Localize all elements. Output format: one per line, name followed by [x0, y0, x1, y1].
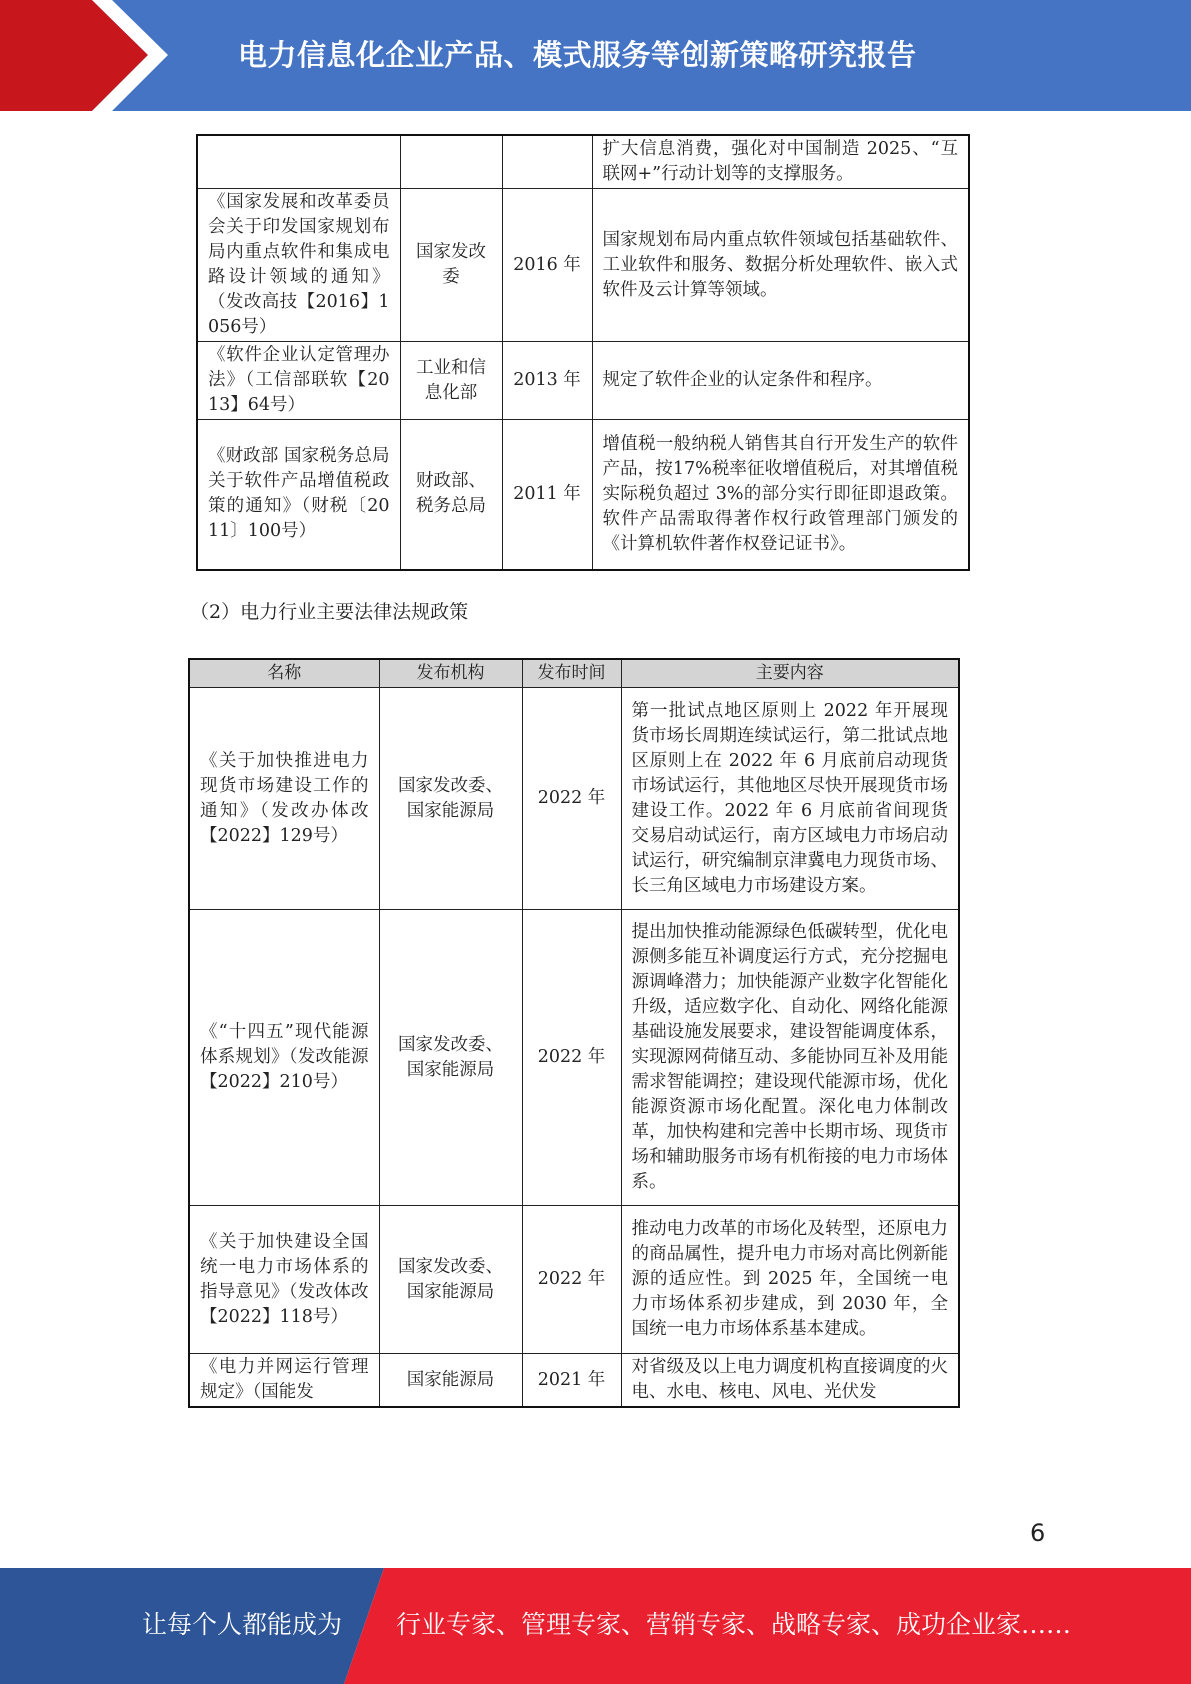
column-header-name: 名称	[189, 659, 379, 688]
cell-policy-name: 《财政部 国家税务总局关于软件产品增值税政策的通知》（财税〔2011〕100号）	[197, 420, 400, 570]
cell-agency: 国家发改委、国家能源局	[379, 688, 522, 910]
cell-agency: 国家发改委、国家能源局	[379, 910, 522, 1206]
cell-policy-name: 《“十四五”现代能源体系规划》（发改能源【2022】210号）	[189, 910, 379, 1206]
cell-policy-name: 《国家发展和改革委员会关于印发国家规划布局内重点软件和集成电路设计领域的通知》（发改高技【2016】1056号）	[197, 189, 400, 342]
table-row	[189, 910, 959, 1206]
cell-content: 规定了软件企业的认定条件和程序。	[592, 342, 969, 420]
cell-agency: 国家能源局	[379, 1354, 522, 1408]
cell-year: 2022 年	[522, 910, 621, 1206]
power-policy-table	[188, 658, 960, 1408]
cell-agency	[400, 135, 502, 189]
software-policy-table	[196, 134, 970, 571]
cell-agency: 财政部、税务总局	[400, 420, 502, 570]
cell-year: 2022 年	[522, 1206, 621, 1354]
cell-content: 对省级及以上电力调度机构直接调度的火电、水电、核电、风电、光伏发	[621, 1354, 959, 1408]
cell-policy-name	[197, 135, 400, 189]
table-row	[189, 1206, 959, 1354]
page-number: 6	[1030, 1519, 1046, 1547]
column-header-content: 主要内容	[621, 659, 959, 688]
cell-content: 扩大信息消费，强化对中国制造 2025、“互联网+”行动计划等的支撑服务。	[592, 135, 969, 189]
cell-content: 增值税一般纳税人销售其自行开发生产的软件产品，按17%税率征收增值税后，对其增值税实际税负超过 3%的部分实行即征即退政策。软件产品需取得著作权行政管理部门颁发的《计算机软件著作权登记证书》。	[592, 420, 969, 570]
table-row	[189, 688, 959, 910]
cell-policy-name: 《关于加快推进电力现货市场建设工作的通知》（发改办体改【2022】129号）	[189, 688, 379, 910]
table-row	[197, 189, 969, 342]
cell-content: 提出加快推动能源绿色低碳转型，优化电源侧多能互补调度运行方式，充分挖掘电源调峰潜力；加快能源产业数字化智能化升级，适应数字化、自动化、网络化能源基础设施发展要求，建设智能调度体系，实现源网荷储互动、多能协同互补及用能需求智能调控；建设现代能源市场，优化能源资源市场化配置。深化电力体制改革，加快构建和完善中长期市场、现货市场和辅助服务市场有机衔接的电力市场体系。	[621, 910, 959, 1206]
cell-agency: 工业和信息化部	[400, 342, 502, 420]
table-row	[197, 420, 969, 570]
cell-content: 第一批试点地区原则上 2022 年开展现货市场长周期连续试运行，第二批试点地区原则上在 2022 年 6 月底前启动现货市场试运行，其他地区尽快开展现货市场建设工作。2022 年 6 月底前省间现货交易启动试运行，南方区域电力市场启动试运行，研究编制京津冀电力现货市场、长三角区域电力市场建设方案。	[621, 688, 959, 910]
cell-year: 2013 年	[502, 342, 592, 420]
cell-year: 2011 年	[502, 420, 592, 570]
table-row	[197, 342, 969, 420]
cell-agency: 国家发改委	[400, 189, 502, 342]
footer-slogan-right: 行业专家、管理专家、营销专家、战略专家、成功企业家……	[396, 1610, 1072, 1639]
cell-policy-name: 《软件企业认定管理办法》（工信部联软【2013】64号）	[197, 342, 400, 420]
table-row	[197, 135, 969, 189]
section-heading: （2）电力行业主要法律法规政策	[190, 601, 469, 623]
cell-year: 2022 年	[522, 688, 621, 910]
page-footer	[0, 1568, 1191, 1684]
table-row	[189, 1354, 959, 1408]
column-header-year: 发布时间	[522, 659, 621, 688]
cell-agency: 国家发改委、国家能源局	[379, 1206, 522, 1354]
page-header	[0, 0, 1191, 111]
footer-slogan-left: 让每个人都能成为	[142, 1610, 343, 1639]
document-title: 电力信息化企业产品、模式服务等创新策略研究报告	[238, 38, 917, 72]
cell-content: 国家规划布局内重点软件领域包括基础软件、工业软件和服务、数据分析处理软件、嵌入式软件及云计算等领域。	[592, 189, 969, 342]
cell-policy-name: 《电力并网运行管理规定》（国能发	[189, 1354, 379, 1408]
cell-year	[502, 135, 592, 189]
table-header-row	[189, 659, 959, 688]
cell-policy-name: 《关于加快建设全国统一电力市场体系的指导意见》（发改体改【2022】118号）	[189, 1206, 379, 1354]
cell-content: 推动电力改革的市场化及转型，还原电力的商品属性，提升电力市场对高比例新能源的适应性。到 2025 年，全国统一电力市场体系初步建成，到 2030 年，全国统一电力市场体系基本建成。	[621, 1206, 959, 1354]
cell-year: 2021 年	[522, 1354, 621, 1408]
column-header-agency: 发布机构	[379, 659, 522, 688]
cell-year: 2016 年	[502, 189, 592, 342]
